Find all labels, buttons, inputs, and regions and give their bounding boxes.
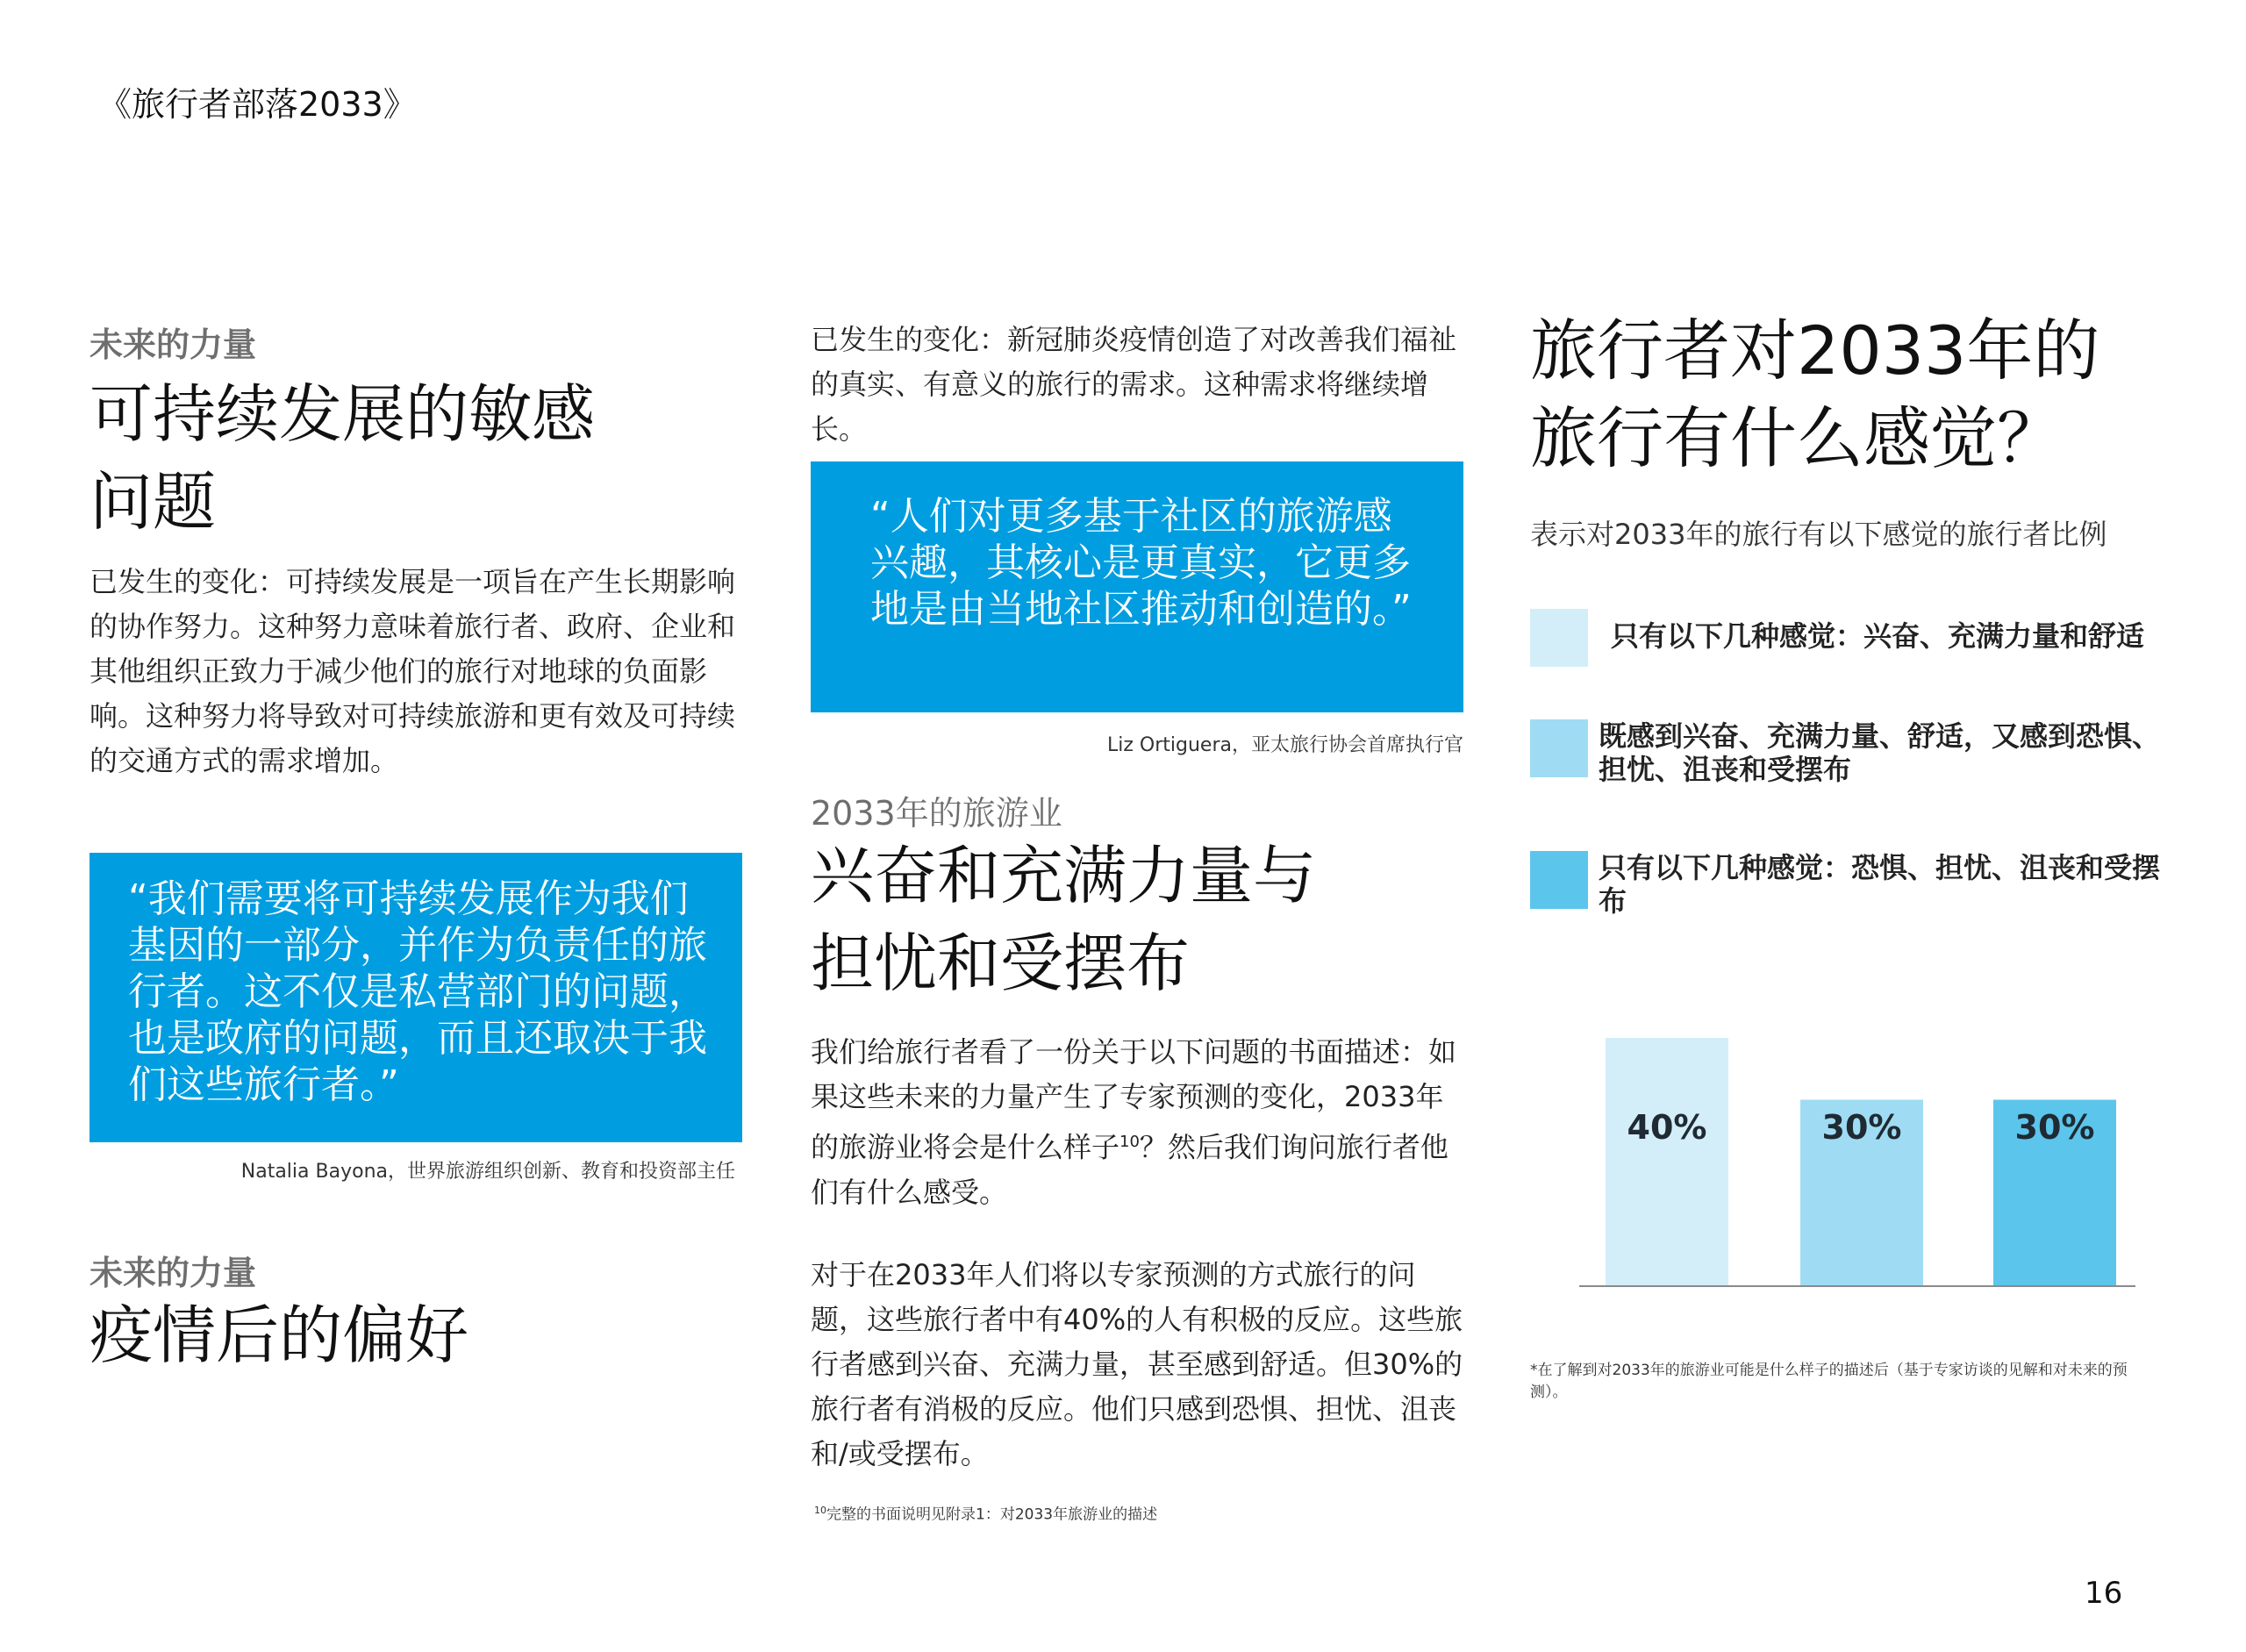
quote-attribution: Natalia Bayona，世界旅游组织创新、教育和投资部主任 <box>240 1161 735 1183</box>
quote-text: “我们需要将可持续发展作为我们基因的一部分，并作为负责任的旅行者。这不仅是私营部门的问题，也是政府的问题，而且还取决于我们这些旅行者。” <box>128 876 707 1107</box>
bar-1 <box>1606 1038 1728 1285</box>
legend-item <box>1530 609 2179 667</box>
chart-subtitle: 表示对2033年的旅行有以下感觉的旅行者比例 <box>1530 518 2107 551</box>
footnote-mark: 10 <box>814 1505 826 1516</box>
chart-headline <box>1530 307 2214 483</box>
legend-item <box>1530 851 2179 918</box>
quote-attribution: Liz Ortiguera，亚太旅行协会首席执行官 <box>1107 734 1463 756</box>
quote-box <box>811 461 1463 712</box>
footnote-text: 完整的书面说明见附录1：对2033年旅游业的描述 <box>826 1505 1158 1524</box>
headline-line: 可持续发展的敏感 <box>89 377 596 451</box>
legend-item <box>1530 719 2179 786</box>
bar-chart <box>1579 1009 2158 1298</box>
bar-value-label: 40% <box>1627 1108 1707 1147</box>
body-paragraph: 对于在2033年人们将以专家预测的方式旅行的问题，这些旅行者中有40%的人有积极的反应。这些旅行者感到兴奋、充满力量，甚至感到舒适。但30%的旅行者有消极的反应。他们只感到恐惧、担忧、沮丧和/或受摆布。 <box>811 1258 1463 1470</box>
legend-label: 既感到兴奋、充满力量、舒适，又感到恐惧、担忧、沮丧和受摆布 <box>1599 719 2161 786</box>
paragraph-text: ？然后我们询问旅行者他们有什么感受。 <box>811 1130 1448 1209</box>
legend-label: 只有以下几种感觉：兴奋、充满力量和舒适 <box>1611 619 2145 653</box>
headline-line: 担忧和受摆布 <box>811 926 1191 1000</box>
legend-swatch <box>1530 851 1588 909</box>
section-headline <box>811 832 1495 1007</box>
headline-line: 旅行有什么感觉？ <box>1530 399 2064 477</box>
section-kicker: 未来的力量 <box>89 1254 257 1292</box>
headline-line: 兴奋和充满力量与 <box>811 839 1317 912</box>
legend-swatch <box>1530 719 1588 777</box>
quote-text: “人们对更多基于社区的旅游感兴趣，其核心是更真实，它更多地是由当地社区推动和创造的。” <box>870 494 1412 632</box>
headline-line: 问题 <box>89 465 217 539</box>
section-headline: 疫情后的偏好 <box>89 1298 469 1372</box>
quote-box <box>89 853 742 1142</box>
bar-value-label: 30% <box>2014 1108 2095 1147</box>
intro-paragraph: 已发生的变化：新冠肺炎疫情创造了对改善我们福祉的真实、有意义的旅行的需求。这种需求将继续增长。 <box>811 323 1457 446</box>
document-title: 《旅行者部落2033》 <box>98 85 417 124</box>
headline-line: 旅行者对2033年的 <box>1530 311 2100 390</box>
legend-label: 只有以下几种感觉：恐惧、担忧、沮丧和受摆布 <box>1599 851 2161 918</box>
section-kicker: 未来的力量 <box>89 325 257 364</box>
footnote <box>814 1500 1481 1526</box>
bar-value-label: 30% <box>1821 1108 1902 1147</box>
chart-footnote: *在了解到对2033年的旅游业可能是什么样子的描述后（基于专家访谈的见解和对未来的预测）。 <box>1530 1362 2128 1401</box>
body-paragraph: 已发生的变化：可持续发展是一项旨在产生长期影响的协作努力。这种努力意味着旅行者、政府、企业和其他组织正致力于减少他们的旅行对地球的负面影响。这种努力将导致对可持续旅游和更有效及可持续的交通方式的需求增加。 <box>89 565 736 777</box>
legend-swatch <box>1530 609 1588 667</box>
section-headline <box>89 370 756 546</box>
section-kicker: 2033年的旅游业 <box>811 794 1062 833</box>
page-number: 16 <box>2085 1576 2123 1611</box>
body-paragraph <box>811 1030 1470 1215</box>
footnote-ref: 10 <box>1119 1133 1140 1151</box>
paragraph-text: 我们给旅行者看了一份关于以下问题的书面描述：如果这些未来的力量产生了专家预测的变化，2033年的旅游业将会是什么样子 <box>811 1035 1457 1164</box>
